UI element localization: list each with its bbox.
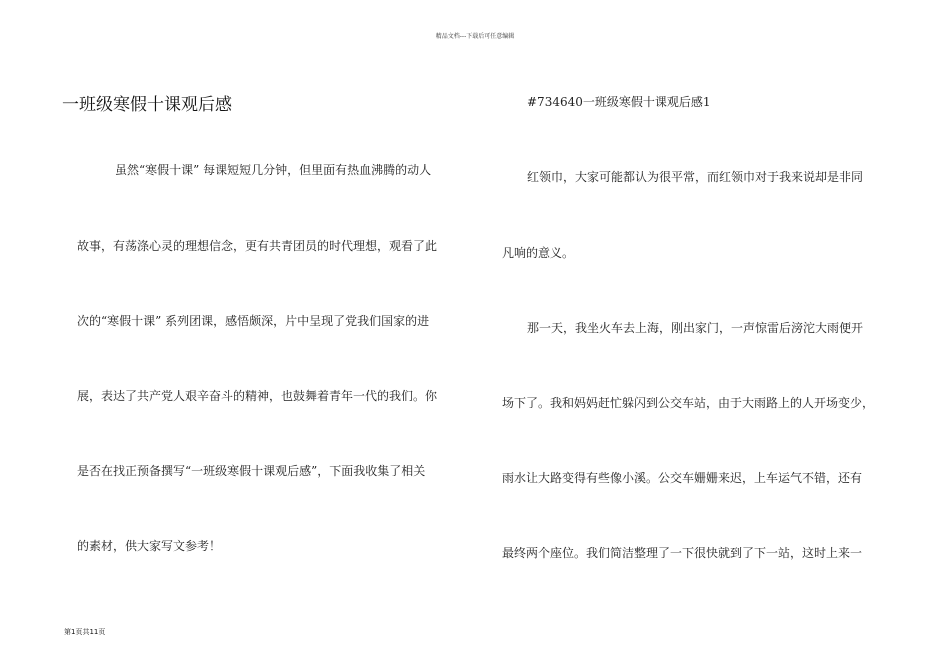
left-paragraph-line: 的素材，供大家写文参考！: [77, 539, 222, 553]
right-paragraph-line: 凡响的意义。: [502, 246, 575, 260]
left-paragraph-line: 次的“寒假十课” 系列团课，感悟颇深，片中呈现了党我们国家的进: [77, 314, 430, 328]
right-paragraph-line: 雨水让大路变得有些像小溪。公交车姗姗来迟，上车运气不错，还有: [502, 471, 863, 485]
right-paragraph-line: 最终两个座位。我们简洁整理了一下很快就到了下一站，这时上来一: [502, 546, 863, 560]
right-paragraph-line: 场下了。我和妈妈赶忙躲闪到公交车站，由于大雨路上的人开场变少，: [502, 396, 875, 410]
left-paragraph-line: 虽然“寒假十课” 每课短短几分钟，但里面有热血沸腾的动人: [115, 163, 432, 177]
header-note: 精品文档---下载后可任意编辑: [435, 33, 515, 40]
right-paragraph-line: 那一天，我坐火车去上海，刚出家门，一声惊雷后滂沱大雨便开: [527, 321, 864, 335]
left-paragraph-line: 是否在找正预备撰写“一班级寒假十课观后感”，下面我收集了相关: [77, 464, 426, 478]
left-paragraph-line: 展，表达了共产党人艰辛奋斗的精神，也鼓舞着青年一代的我们。你: [77, 389, 438, 403]
document-title: 一班级寒假十课观后感: [62, 95, 232, 115]
section-heading: #734640一班级寒假十课观后感1: [527, 95, 711, 109]
left-paragraph-line: 故事，有荡涤心灵的理想信念，更有共青团员的时代理想，观看了此: [77, 239, 438, 253]
right-paragraph-line: 红领巾，大家可能都认为很平常，而红领巾对于我来说却是非同: [527, 170, 864, 184]
page-number: 第1页共11页: [64, 628, 106, 636]
